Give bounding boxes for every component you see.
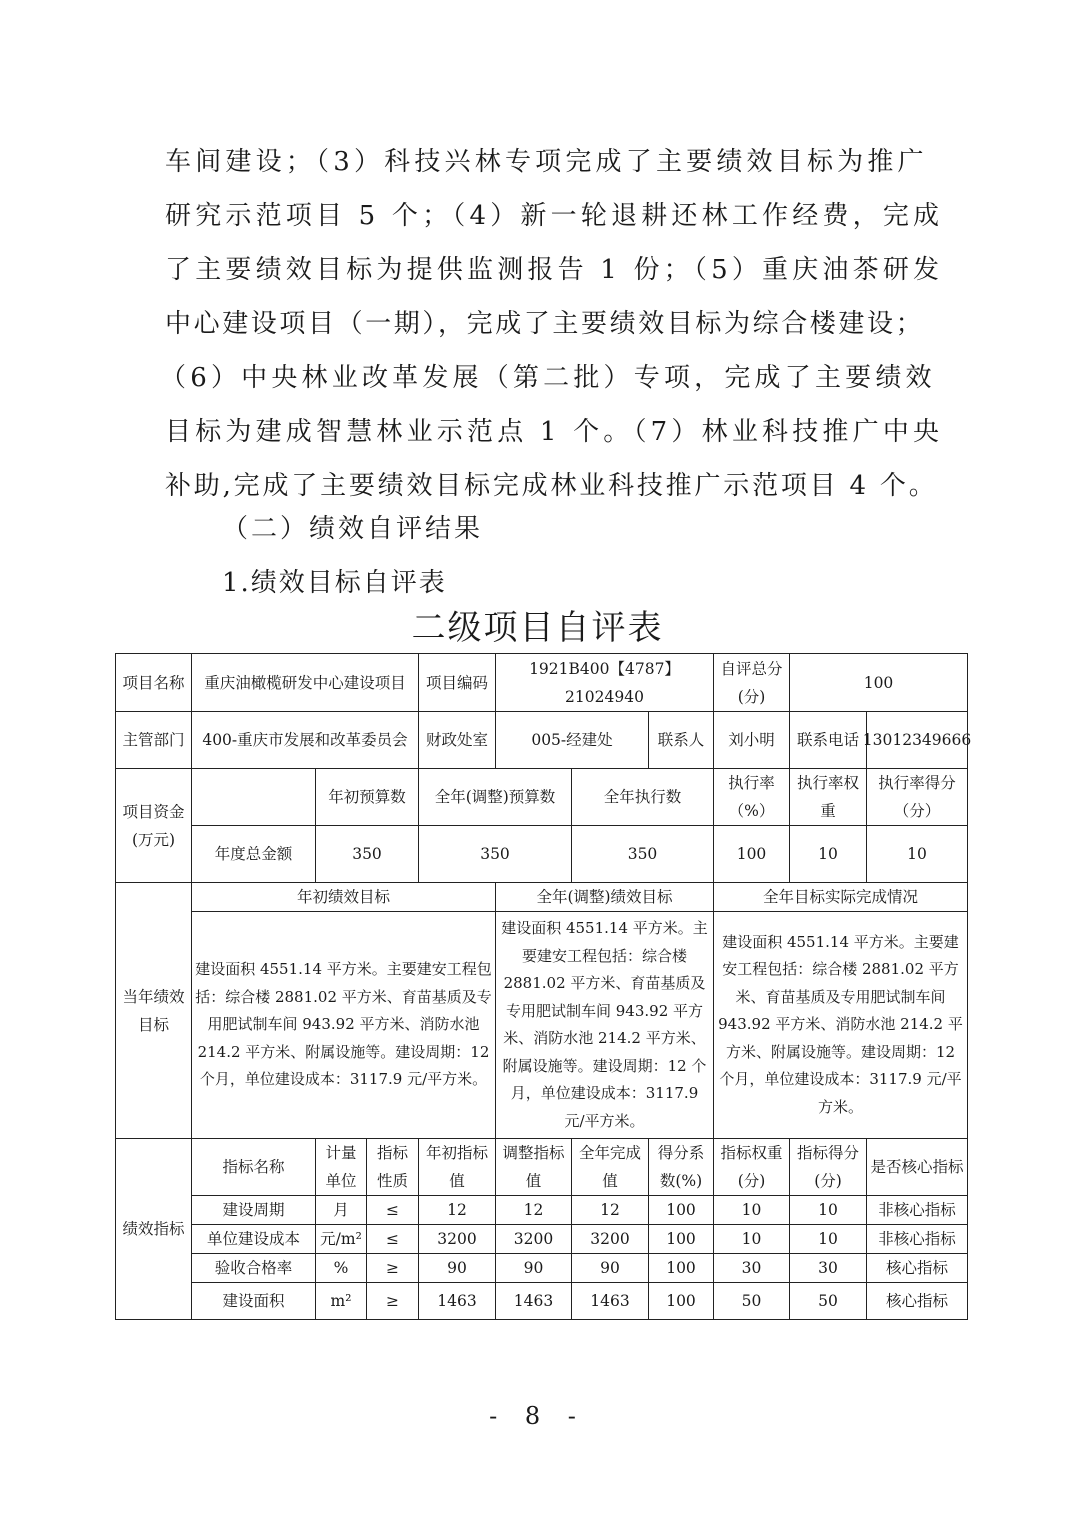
indicator-cell (315, 1253, 367, 1283)
indicator-cell-text: 100 (666, 1292, 696, 1310)
indicator-cell-text: 单位建设成本 (206, 1230, 300, 1248)
indicator-cell-text: 30 (818, 1259, 838, 1277)
funds-cell (315, 825, 419, 883)
indicator-cell (366, 1282, 419, 1320)
paragraph-line: 研究示范项目 5 个；（4）新一轮退耕还林工作经费，完成 (165, 201, 944, 231)
indicator-header-text: 年初指标值 (425, 1144, 488, 1190)
funds-cell-text: 年度总金额 (214, 845, 293, 863)
indicator-header-text: 指标性质 (376, 1144, 408, 1190)
label-indicators-text: 绩效指标 (122, 1220, 185, 1238)
indicator-header-text: 全年完成值 (578, 1144, 641, 1190)
indicator-cell-text: 10 (818, 1201, 838, 1219)
paragraph-line: 了主要绩效目标为提供监测报告 1 份；（5）重庆油茶研发 (165, 255, 944, 285)
indicator-cell (418, 1282, 496, 1320)
indicator-cell (648, 1282, 714, 1320)
project-code (495, 653, 714, 712)
indicator-cell (191, 1224, 316, 1254)
funds-header (866, 768, 968, 826)
indicator-cell (571, 1282, 649, 1320)
indicator-cell-text: 12 (523, 1201, 544, 1219)
finance-office-text: 005-经建处 (531, 731, 613, 749)
table-title: 二级项目自评表 (411, 608, 664, 648)
indicator-header (495, 1138, 572, 1196)
goals-header-text: 年初绩效目标 (296, 888, 390, 906)
indicator-header (315, 1138, 367, 1196)
label-funds-text: 项目资金(万元) (122, 802, 185, 849)
dept (191, 711, 419, 769)
indicator-cell (495, 1195, 572, 1225)
indicator-cell (866, 1253, 968, 1283)
indicator-header-text: 计量单位 (325, 1144, 357, 1190)
phone (862, 711, 972, 769)
goal-initial-text: 建设面积 4551.14 平方米。主要建安工程包括：综合楼 2881.02 平方米、育苗基质及专用肥试制车间 943.92 平方米、消防水池 214.2 平方米、附属设施等。建设周期：12 个月，单位建设成本：3117.9 元/平方米。 (195, 960, 492, 1089)
indicator-cell-text: 1463 (590, 1292, 630, 1310)
contact (713, 711, 790, 769)
indicator-cell (866, 1282, 968, 1320)
label-finance-office-text: 财政处室 (425, 731, 488, 749)
goal-actual (713, 911, 968, 1139)
indicator-cell (713, 1224, 790, 1254)
indicator-cell-text: ≤ (386, 1230, 399, 1248)
indicator-cell (418, 1253, 496, 1283)
indicator-cell (191, 1195, 316, 1225)
indicator-cell-text: 建设面积 (222, 1292, 285, 1310)
label-project-name (115, 653, 192, 712)
label-total-score (713, 653, 790, 712)
indicator-cell (648, 1253, 714, 1283)
indicator-header-text: 是否核心指标 (870, 1158, 964, 1176)
paragraph-line: （6）中央林业改革发展（第二批）专项，完成了主要绩效 (160, 363, 936, 393)
funds-header (191, 768, 316, 826)
indicator-cell-text: 90 (523, 1259, 544, 1277)
indicator-cell-text: 验收合格率 (214, 1259, 293, 1277)
funds-header-text: 年初预算数 (328, 788, 406, 806)
label-project-code (418, 653, 496, 712)
label-project-name-text: 项目名称 (122, 673, 185, 692)
funds-header-text: 执行率权重 (796, 774, 859, 820)
indicator-cell-text: m² (330, 1292, 352, 1310)
funds-cell-text: 350 (627, 845, 658, 863)
label-dept (115, 711, 192, 769)
indicator-cell (315, 1224, 367, 1254)
project-name (191, 653, 419, 712)
paragraph-line: 中心建设项目（一期），完成了主要绩效目标为综合楼建设； (165, 309, 925, 339)
indicator-cell (315, 1282, 367, 1320)
indicator-cell-text: 12 (600, 1201, 620, 1219)
project-code-text: 1921B400【4787】21024940 (529, 659, 680, 706)
indicator-cell (571, 1195, 649, 1225)
funds-cell (789, 825, 867, 883)
total-score-text: 100 (863, 673, 894, 692)
indicator-header (191, 1138, 316, 1196)
indicator-cell-text: 10 (741, 1201, 762, 1219)
indicator-cell (648, 1224, 714, 1254)
goal-initial (191, 911, 496, 1139)
goals-header (713, 882, 968, 912)
indicator-cell-text: 10 (818, 1230, 838, 1248)
indicator-cell-text: 建设周期 (222, 1201, 285, 1219)
label-goals-text: 当年绩效目标 (122, 987, 185, 1034)
indicator-cell (366, 1253, 419, 1283)
finance-office (495, 711, 649, 769)
indicator-cell (366, 1224, 419, 1254)
label-goals (115, 882, 192, 1139)
indicator-cell-text: 100 (666, 1259, 696, 1277)
indicator-header-text: 指标名称 (222, 1158, 285, 1176)
indicator-cell (366, 1195, 419, 1225)
goal-adjusted (495, 911, 714, 1139)
indicator-cell-text: 50 (818, 1292, 838, 1310)
funds-header (713, 768, 790, 826)
paragraph-line: 补助,完成了主要绩效目标完成林业科技推广示范项目 4 个。 (165, 471, 938, 501)
goals-header (191, 882, 496, 912)
indicator-cell-text: 非核心指标 (878, 1201, 956, 1219)
indicator-header-text: 调整指标值 (502, 1144, 565, 1190)
funds-cell-text: 100 (736, 845, 767, 863)
funds-cell-text: 350 (352, 845, 382, 863)
label-project-code-text: 项目编码 (425, 673, 488, 692)
indicator-cell (191, 1282, 316, 1320)
indicator-cell (789, 1224, 867, 1254)
page-number: - 8 - (489, 1402, 586, 1430)
indicator-cell-text: 100 (666, 1201, 696, 1219)
funds-header-text: 全年(调整)预算数 (434, 788, 556, 806)
label-contact-text: 联系人 (657, 731, 705, 749)
indicator-cell (315, 1195, 367, 1225)
funds-header (789, 768, 867, 826)
indicator-cell-text: 非核心指标 (878, 1230, 956, 1248)
goals-header (495, 882, 714, 912)
indicator-cell (418, 1195, 496, 1225)
paragraph-line: 车间建设；（3）科技兴林专项完成了主要绩效目标为推广 (165, 147, 928, 177)
funds-cell-text: 350 (480, 845, 510, 863)
goals-header-text: 全年目标实际完成情况 (762, 888, 918, 906)
indicator-cell-text: % (333, 1259, 349, 1277)
indicator-cell-text: 核心指标 (885, 1259, 948, 1277)
indicator-cell-text: 3200 (437, 1230, 477, 1248)
funds-cell-text: 10 (907, 845, 927, 863)
indicator-header (866, 1138, 968, 1196)
indicator-cell (191, 1253, 316, 1283)
indicator-cell-text: 10 (741, 1230, 762, 1248)
funds-cell (191, 825, 316, 883)
indicator-cell (713, 1282, 790, 1320)
indicator-header (713, 1138, 790, 1196)
indicator-cell (713, 1253, 790, 1283)
indicator-cell-text: ≤ (386, 1201, 399, 1219)
indicator-cell-text: 1463 (437, 1292, 477, 1310)
indicator-cell-text: 3200 (513, 1230, 554, 1248)
goals-header-text: 全年(调整)绩效目标 (536, 888, 673, 906)
indicator-cell (495, 1282, 572, 1320)
indicator-cell-text: 12 (447, 1201, 467, 1219)
funds-cell (571, 825, 714, 883)
indicator-cell (789, 1282, 867, 1320)
project-name-text: 重庆油橄榄研发中心建设项目 (204, 673, 406, 692)
indicator-cell (648, 1195, 714, 1225)
indicator-cell (713, 1195, 790, 1225)
label-phone (789, 711, 867, 769)
indicator-cell (571, 1253, 649, 1283)
indicator-cell (495, 1224, 572, 1254)
indicator-cell-text: 1463 (513, 1292, 554, 1310)
label-indicators (115, 1138, 192, 1320)
indicator-cell (789, 1195, 867, 1225)
goal-adjusted-text: 建设面积 4551.14 平方米。主要建安工程包括：综合楼 2881.02 平方米、育苗基质及专用肥试制车间 943.92 平方米、消防水池 214.2 平方米、附属设施等。建设周期：12 个月，单位建设成本：3117.9 元/平方米。 (501, 919, 708, 1130)
funds-header-text: 执行率得分（分） (878, 774, 956, 820)
funds-cell-text: 10 (818, 845, 838, 863)
funds-header (571, 768, 714, 826)
section-heading: （二）绩效自评结果 (222, 514, 484, 544)
phone-text: 13012349666 (862, 731, 972, 749)
label-total-score-text: 自评总分(分) (720, 659, 783, 706)
indicator-cell-text: 50 (741, 1292, 762, 1310)
sub-heading: 1.绩效目标自评表 (222, 568, 447, 598)
funds-cell (418, 825, 572, 883)
indicator-cell-text: 核心指标 (885, 1292, 948, 1310)
indicator-cell-text: 100 (666, 1230, 696, 1248)
funds-header (315, 768, 419, 826)
indicator-cell-text: 90 (447, 1259, 467, 1277)
indicator-cell (418, 1224, 496, 1254)
funds-header-text: 全年执行数 (603, 788, 682, 806)
indicator-cell-text: 月 (333, 1201, 349, 1219)
indicator-cell-text: 90 (600, 1259, 620, 1277)
indicator-cell (789, 1253, 867, 1283)
total-score (789, 653, 968, 712)
indicator-cell (866, 1195, 968, 1225)
indicator-cell (495, 1253, 572, 1283)
indicator-cell-text: ≥ (386, 1259, 399, 1277)
indicator-cell-text: 3200 (590, 1230, 630, 1248)
indicator-header (648, 1138, 714, 1196)
indicator-header-text: 指标权重(分) (720, 1144, 783, 1190)
indicator-header (571, 1138, 649, 1196)
label-contact (648, 711, 714, 769)
label-finance-office (418, 711, 496, 769)
indicator-header-text: 得分系数(%) (657, 1144, 705, 1190)
label-dept-text: 主管部门 (122, 731, 185, 749)
label-phone-text: 联系电话 (796, 731, 859, 749)
funds-cell (866, 825, 968, 883)
indicator-cell (866, 1224, 968, 1254)
contact-text: 刘小明 (728, 731, 775, 749)
indicator-header (418, 1138, 496, 1196)
dept-text: 400-重庆市发展和改革委员会 (202, 731, 408, 749)
funds-header (418, 768, 572, 826)
indicator-cell-text: 元/m² (320, 1230, 362, 1248)
label-funds (115, 768, 192, 883)
indicator-header-text: 指标得分(分) (796, 1144, 859, 1190)
indicator-cell (571, 1224, 649, 1254)
indicator-header (789, 1138, 867, 1196)
funds-header-text: 执行率（%） (728, 774, 775, 820)
indicator-cell-text: 30 (741, 1259, 762, 1277)
funds-cell (713, 825, 790, 883)
indicator-cell-text: ≥ (386, 1292, 399, 1310)
indicator-header (366, 1138, 419, 1196)
paragraph-line: 目标为建成智慧林业示范点 1 个。（7）林业科技推广中央 (165, 417, 944, 447)
goal-actual-text: 建设面积 4551.14 平方米。主要建安工程包括：综合楼 2881.02 平方米、育苗基质及专用肥试制车间 943.92 平方米、消防水池 214.2 平方米、附属设施等。建设周期：12 个月，单位建设成本：3117.9 元/平方米。 (718, 932, 963, 1116)
